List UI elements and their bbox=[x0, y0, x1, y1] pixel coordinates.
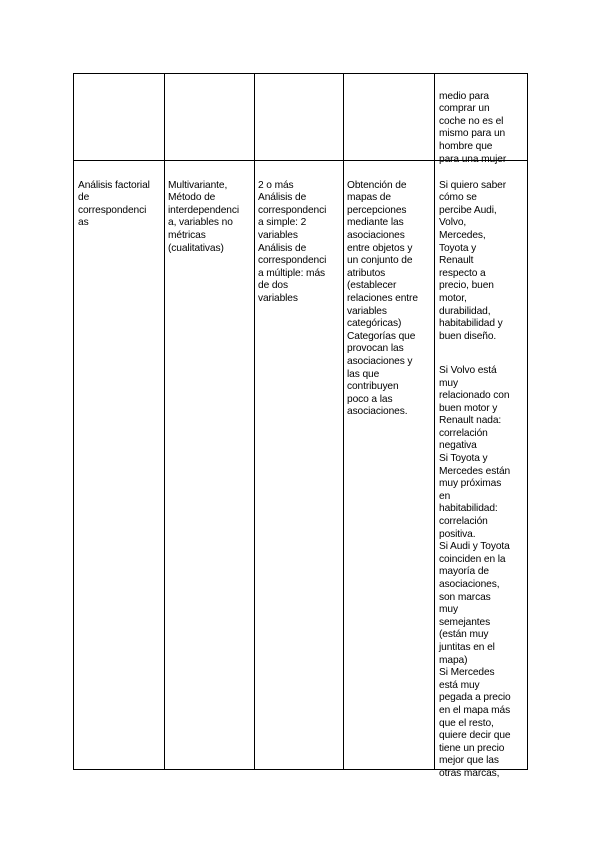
technique-type: Multivariante, Método de interdependenci a, variables no métricas (cualitativas) bbox=[168, 179, 240, 254]
comparison-table bbox=[73, 73, 528, 779]
table-cell-type bbox=[168, 167, 254, 268]
technique-name: Análisis factorial de correspondenci as bbox=[78, 179, 150, 229]
objective-description: Obtención de mapas de percepciones mediante las asociaciones entre objetos y un conjunto de atributos (establecer relaciones entre variables categóricas) Categorías que provocan las asociaciones y las que contribuyen poco a las asociaciones. bbox=[347, 179, 418, 418]
column-divider bbox=[164, 74, 165, 769]
table-cell-variables bbox=[258, 167, 344, 318]
table-cell-example bbox=[439, 167, 527, 779]
table-cell-technique bbox=[78, 167, 164, 243]
column-divider bbox=[254, 74, 255, 769]
example-detail: Si Volvo está muy relacionado con buen motor y Renault nada: correlación negativa Si Toyota y Mercedes están muy próximas en habitabilidad: correlación positiva. Si Audi y Toyota coinciden en la mayoría de asociaciones, son marcas muy semejantes (están muy juntitas en el mapa) Si Mercedes está muy pegada a precio en el mapa más que el resto, quiere decir que tiene un precio mejor que las otras marcas, bbox=[439, 364, 511, 779]
table-cell-objective bbox=[347, 167, 435, 431]
variables-description: 2 o más Análisis de correspondenci a simple: 2 variables Análisis de correspondenci a múltiple: más de dos variables bbox=[258, 179, 327, 304]
cell-text: medio para comprar un coche no es el mismo para un hombre que para una mujer bbox=[439, 90, 507, 165]
table-cell-r1-c5 bbox=[439, 78, 527, 165]
example-intro: Si quiero saber cómo se percibe Audi, Volvo, Mercedes, Toyota y Renault respecto a precio, buen motor, durabilidad, habitabilidad y buen diseño. bbox=[439, 179, 507, 342]
